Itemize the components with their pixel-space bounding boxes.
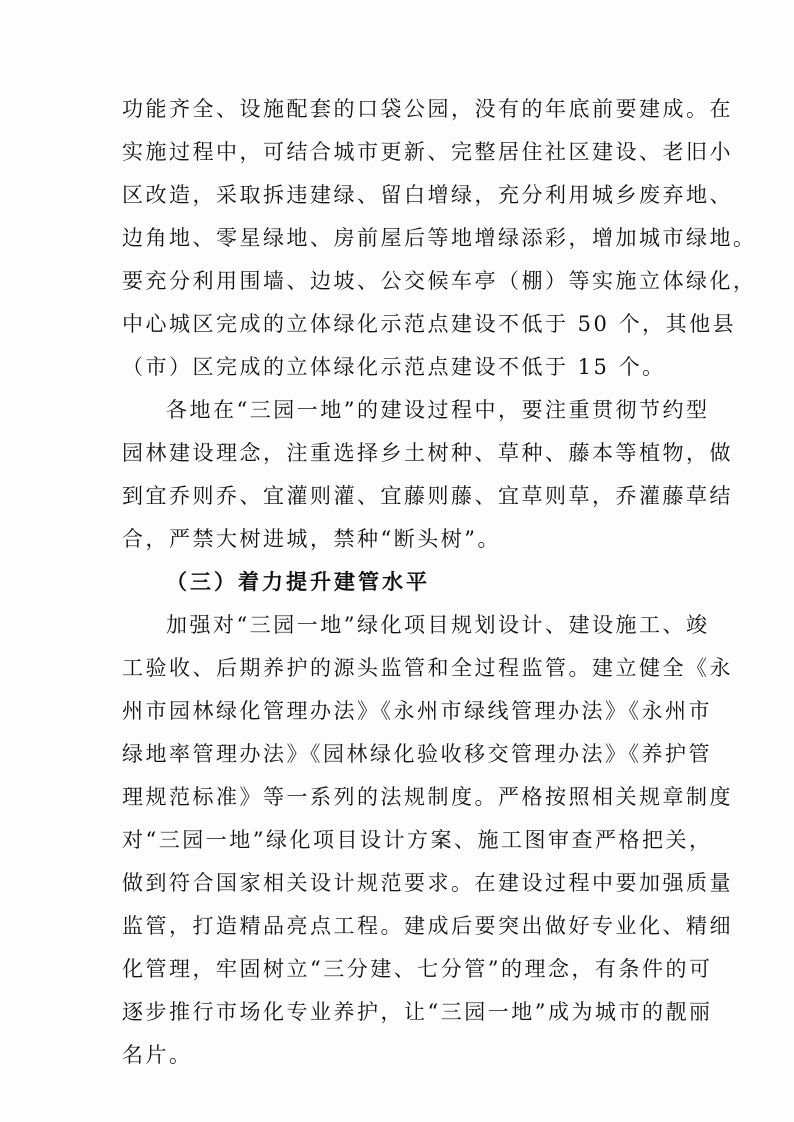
text-line: 加强对“三园一地”绿化项目规划设计、建设施工、竣 [166,613,710,637]
text-line: 对“三园一地”绿化项目设计方案、施工图审查严格把关， [122,828,713,852]
text-line: 区改造，采取拆违建绿、留白增绿，充分利用城乡废弃地、 [122,183,733,207]
section-heading: （三）着力提升建管水平 [166,570,430,594]
text-line: 要充分利用围墙、边坡、公交候车亭（棚）等实施立体绿化， [122,269,757,293]
text-line: 州市园林绿化管理办法》《永州市绿线管理办法》《永州市 [122,699,712,723]
paragraph-supervision [122,604,733,1077]
paragraph-continuation [122,88,757,389]
document-body [122,88,757,1077]
text-line: 监管，打造精品亮点工程。建成后要突出做好专业化、精细 [122,914,733,938]
text-line: 边角地、零星绿地、房前屋后等地增绿添彩，增加城市绿地。 [122,226,757,250]
text-line: 园林建设理念，注重选择乡土树种、草种、藤本等植物，做 [122,441,733,465]
paragraph-plant-selection [122,389,733,561]
text-line: 中心城区完成的立体绿化示范点建设不低于 50 个，其他县 [122,312,737,336]
text-line: 绿地率管理办法》《园林绿化验收移交管理办法》《养护管 [122,742,712,766]
text-line: 理规范标准》等一系列的法规制度。严格按照相关规章制度 [122,785,733,809]
text-line: 功能齐全、设施配套的口袋公园，没有的年底前要建成。在 [122,97,733,121]
text-line: （市）区完成的立体绿化示范点建设不低于 15 个。 [122,355,666,379]
text-line: 工验收、后期养护的源头监管和全过程监管。建立健全《永 [122,656,733,680]
text-line: 各地在“三园一地”的建设过程中，要注重贯彻节约型 [166,398,710,422]
text-line: 合，严禁大树进城，禁种“断头树”。 [122,527,501,551]
text-line: 到宜乔则乔、宜灌则灌、宜藤则藤、宜草则草，乔灌藤草结 [122,484,733,508]
text-line: 实施过程中，可结合城市更新、完整居住社区建设、老旧小 [122,140,733,164]
text-line: 逐步推行市场化专业养护，让“三园一地”成为城市的靓丽 [122,1000,713,1024]
text-line: 名片。 [122,1043,193,1067]
section-heading-wrapper [122,561,680,604]
text-line: 化管理，牢固树立“三分建、七分管”的理念，有条件的可 [122,957,713,981]
text-line: 做到符合国家相关设计规范要求。在建设过程中要加强质量 [122,871,733,895]
